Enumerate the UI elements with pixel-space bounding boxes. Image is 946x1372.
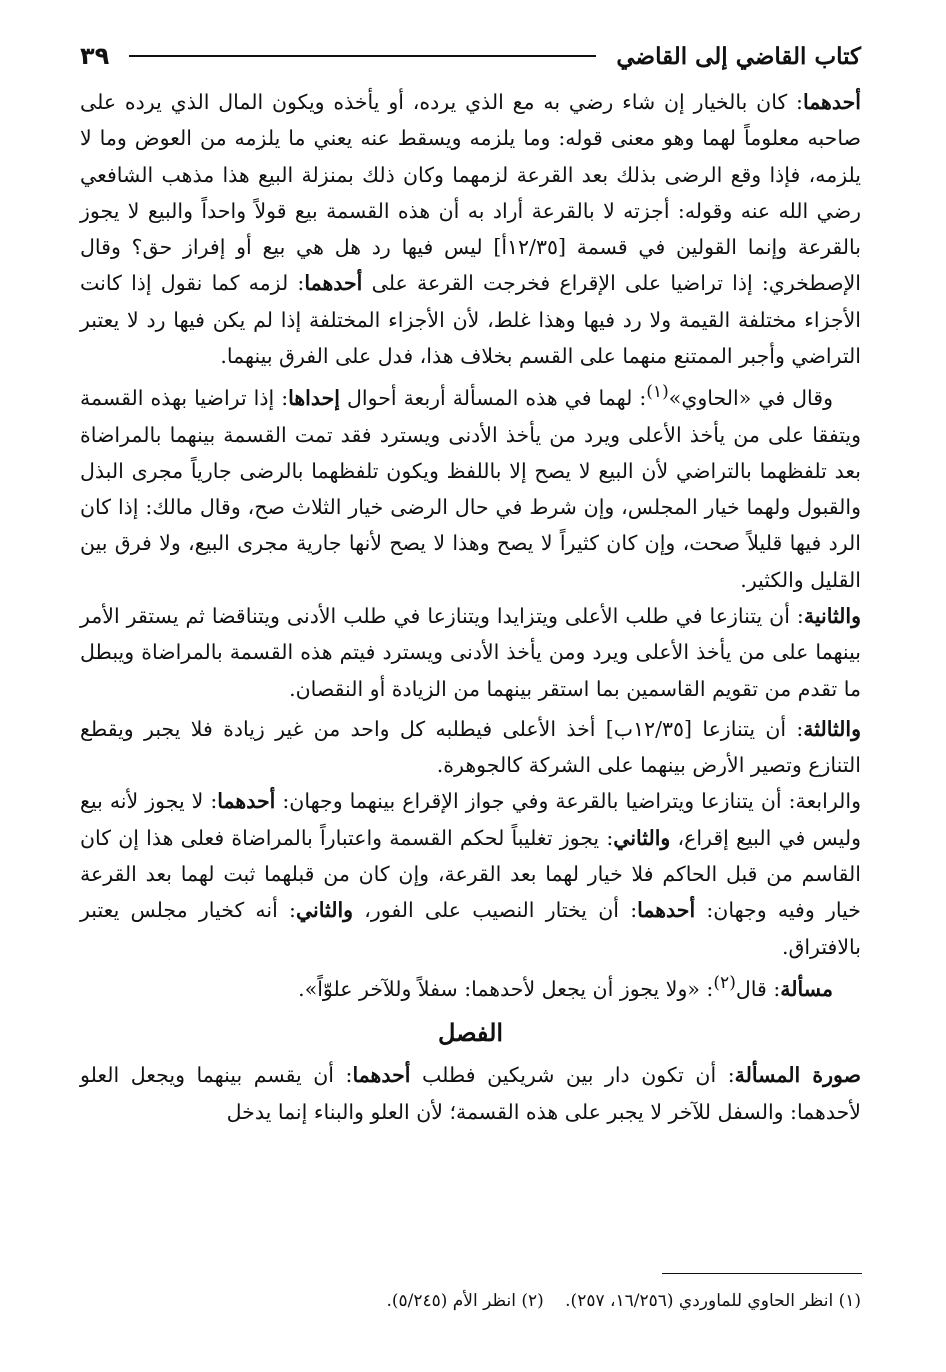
bold-term: والثالثة (803, 716, 861, 741)
paragraph (80, 598, 861, 707)
footnote-ref: (١) (646, 382, 669, 403)
paragraph (80, 783, 861, 964)
paragraph (80, 84, 861, 374)
book-title: كتاب القاضي إلى القاضي (616, 42, 861, 70)
text-run: : إذا تراضيا بهذه القسمة ويتفقا على من يأخذ الأعلى ويرد من يأخذ الأدنى ويسترد فقد تمت القسمة بينهما بالمراضاة بعد تلفظهما بالتراضي لأن البيع لا يصح إلا باللفظ ويكون تلفظهما بالرضى جارياً مجرى البذل والقبول ولهما خيار المجلس، وإن شرط في حال الرضى خيار الثلاث صح، وقال مالك: إذا كان الرد فيها قليلاً صحت، وإن كان كثيراً لا يصح وهذا لا يصح لأنها جارية مجرى البيع، ولا فرق بين القليل والكثير. (80, 386, 861, 592)
paragraph (80, 374, 861, 598)
bold-term: أحدهما (352, 1063, 411, 1088)
bold-term: أحدهما (637, 898, 696, 923)
text-run: : أن تكون دار بين شريكين فطلب (410, 1063, 735, 1088)
bold-term: صورة المسألة (734, 1063, 861, 1088)
bold-term: أحدهما (217, 789, 276, 814)
footnotes (80, 1286, 861, 1316)
bold-term: والثاني (613, 825, 671, 850)
text-run: : لا يجوز لأنه بيع وليس في البيع إقراع، (80, 789, 861, 850)
footnote-1: (١) انظر الحاوي للماوردي (١٦/٢٥٦، ٢٥٧). (565, 1291, 861, 1311)
text-run: : أن يتنازعا في طلب الأعلى ويتزايدا ويتنازعا في طلب الأدنى ويتناقضا ثم يستقر الأمر بينهما على من يأخذ الأعلى ويرد ومن يأخذ الأدنى ويسترد فيتم هذه القسمة بالمراضاة ويبطل ما تقدم من تقويم القاسمين بما استقر بينهما من الزيادة أو النقصان. (80, 603, 861, 701)
text-run: : كان بالخيار إن شاء رضي به مع الذي يرده، أو يأخذه ويكون المال الذي يرده على صاحبه معلوماً لهما وهو معنى قوله: وما يلزمه ويسقط عنه يعني ما يلزمه من العوض وما لا يلزمه، فإذا وقع الرضى بذلك بعد القرعة لزمهما وكان ذلك بمنزلة البيع هذا مذهب الشافعي رضي الله عنه وقوله: أجزته لا بالقرعة أراد به أن هذه القسمة بيع قولاً واحداً والبيع لا يجوز بالقرعة وإنما القولين في قسمة [١٢/٣٥أ] ليس فيها رد هل هي بيع أو إفراز حق؟ وقال الإصطخري: إذا تراضيا على الإقراع فخرجت القرعة على (80, 90, 862, 296)
text-run: : قال (735, 976, 781, 1001)
paragraph-final (80, 1057, 861, 1130)
bold-term: أحدهما (802, 90, 861, 114)
paragraph (80, 965, 861, 1007)
bold-term: إحداها (288, 386, 340, 411)
section-heading: الفصل (437, 1018, 504, 1048)
bold-term: والثانية (803, 603, 861, 628)
text-run: : أنه كخيار مجلس يعتبر بالافتراق. (80, 898, 861, 959)
text-run: : أن يختار النصيب على الفور، (353, 898, 638, 923)
footnote-ref: (٢) (713, 972, 736, 993)
paragraphs (80, 84, 861, 1007)
footnote-2: (٢) انظر الأم (٥/٢٤٥). (386, 1291, 544, 1311)
bold-term: مسألة (780, 976, 833, 1001)
text-run: : «ولا يجوز أن يجعل لأحدهما: سفلاً وللآخر علوّاً». (298, 976, 714, 1001)
text-run: وقال في «الحاوي» (668, 386, 833, 411)
page-number: ٣٩ (80, 42, 110, 70)
bold-term: والثاني (295, 898, 354, 923)
bold-term: أحدهما (304, 271, 363, 296)
paragraph (80, 711, 861, 784)
text-run: : أن يتنازعا [١٢/٣٥ب] أخذ الأعلى فيطلبه كل واحد من غير زيادة فلا يجبر ويقطع التنازع وتصير الأرض بينهما على الشركة كالجوهرة. (80, 716, 861, 778)
running-header (80, 34, 861, 78)
text-run: : يجوز تغليباً لحكم القسمة واعتباراً بالمراضاة فعلى هذا إن كان القاسم من قبل الحاكم فلا خيار لهما بعد القرعة، وإن كان من قبلهما ثبت لهما بعد القرعة خيار وفيه وجهان: (80, 825, 861, 923)
main-text (80, 84, 861, 1130)
text-run: : لهما في هذه المسألة أربعة أحوال (340, 386, 647, 411)
text-run: : أن يقسم بينهما ويجعل العلو لأحدهما: والسفل للآخر لا يجبر على هذه القسمة؛ لأن العلو والبناء إنما يدخل (80, 1063, 861, 1124)
text-run: : لزمه كما نقول إذا كانت الأجزاء مختلفة القيمة ولا رد فيها وهذا غلط، لأن الأجزاء المختلفة إذا لم يكن فيها رد لا يعتبر التراضي وأجبر الممتنع منهما على القسم بخلاف هذا، فدل على الفرق بينهما. (80, 271, 861, 369)
footnote-separator (662, 1273, 862, 1274)
header-rule (129, 55, 596, 57)
text-run: والرابعة: أن يتنازعا ويتراضيا بالقرعة وفي جواز الإقراع بينهما وجهان: (275, 789, 861, 814)
